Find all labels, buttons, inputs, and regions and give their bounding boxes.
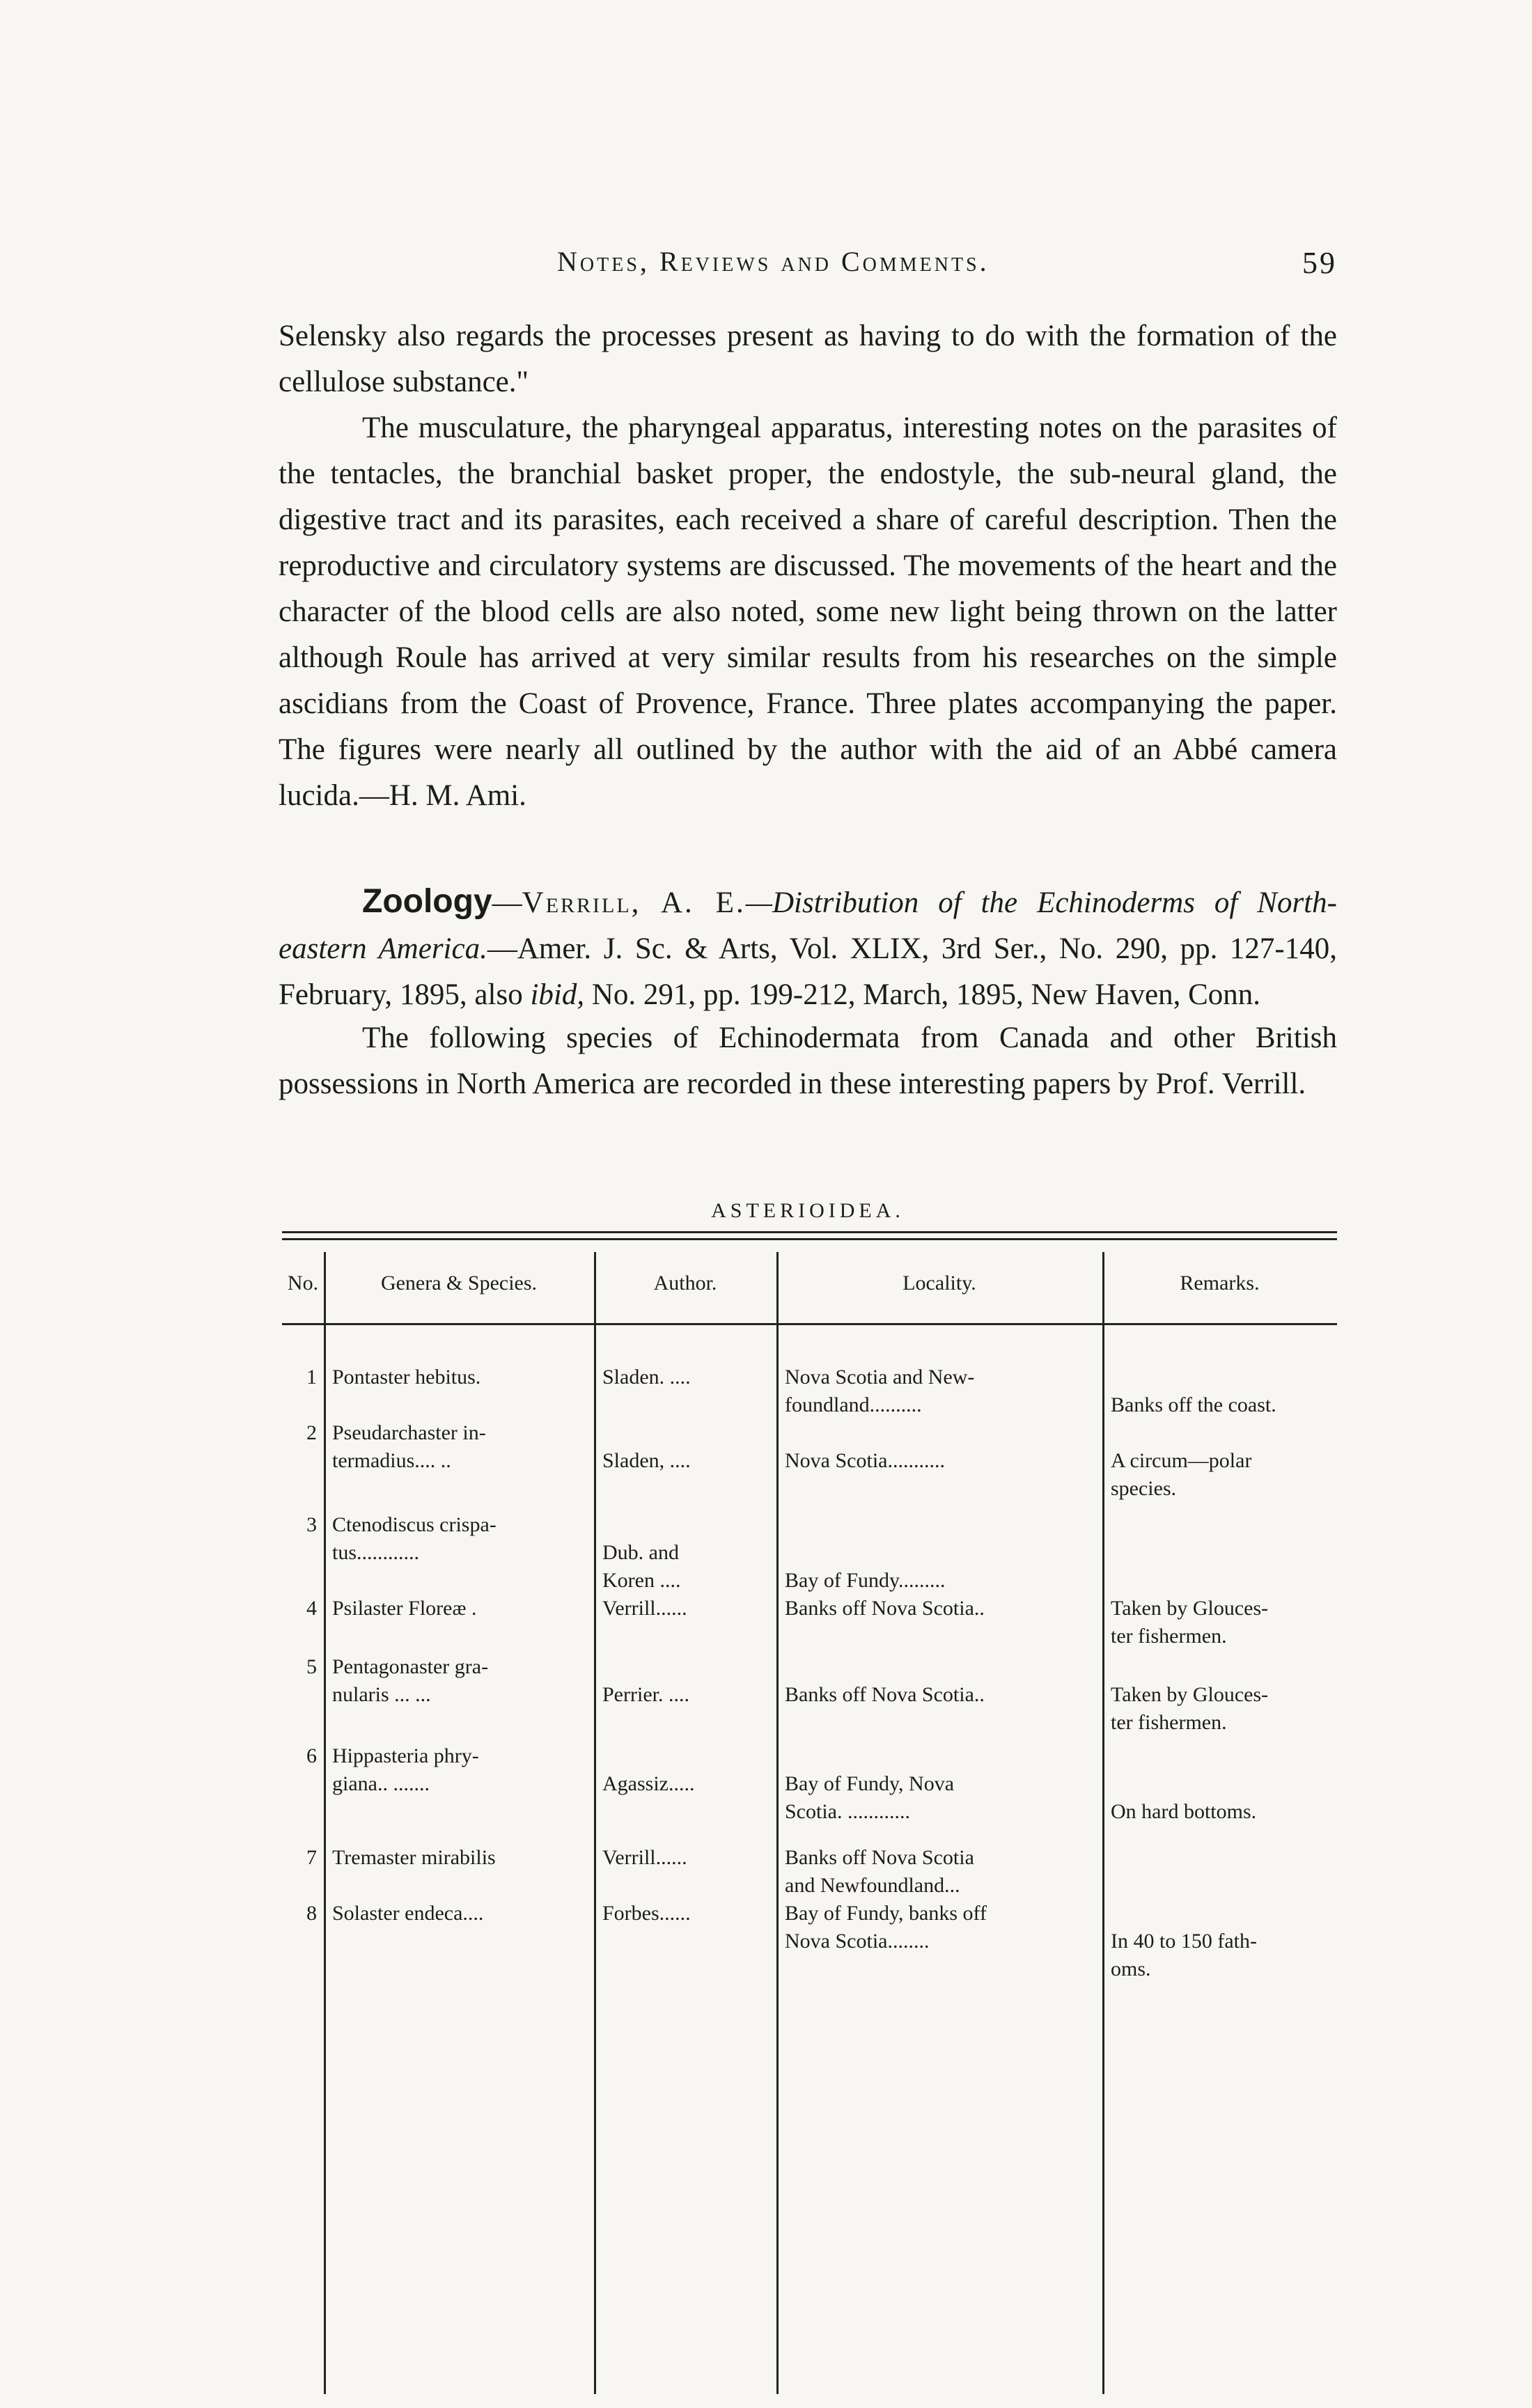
author-name: Verrill...... — [602, 1846, 687, 1869]
column-header-species: Genera & Species. — [380, 1272, 538, 1295]
citation-author: Verrill, A. E. — [522, 886, 746, 919]
locality: Nova Scotia........... — [785, 1449, 945, 1472]
author-name: Agassiz..... — [602, 1772, 695, 1795]
paragraph-2-text: The musculature, the pharyngeal apparatus, interesting notes on the parasites of the tentacles, the branchial basket proper, the endostyle, the sub-neural gland, the digestive tract and its parasites, each received a share of careful description. Then the reproductive and circulatory systems are discussed. The movements of the heart and the character of the blood cells are also noted, some new light being thrown on the latter although Roule has arrived at very similar results from his researches on the simple ascidians from the Coast of Provence, France. Three plates accompanying the paper. The figures were nearly all outlined by the author with the aid of an Abbé camera lucida.—H. M. Ami. — [279, 412, 1337, 812]
author-name: Sladen. .... — [602, 1366, 691, 1389]
locality: Banks off Nova Scotia.. — [785, 1597, 985, 1620]
species-name: Pseudarchaster in- termadius.... .. — [332, 1421, 486, 1472]
citation-text — [279, 879, 1337, 1018]
row-number: 4 — [306, 1597, 317, 1620]
remarks: Taken by Glouces- ter fishermen. — [1111, 1683, 1269, 1734]
column-divider — [324, 1252, 326, 2394]
remarks: On hard bottoms. — [1111, 1800, 1257, 1823]
row-number: 8 — [306, 1902, 317, 1925]
paragraph-1-text: Selensky also regards the processes present as having to do with the formation of the cellulose substance." — [279, 320, 1337, 398]
table-top-rule-2 — [282, 1238, 1337, 1240]
column-divider — [1102, 1252, 1104, 2394]
citation-details-2: No. 291, pp. 199-212, March, 1895, New Haven, Conn. — [591, 978, 1261, 1011]
table-header-rule — [282, 1323, 1337, 1325]
locality: Banks off Nova Scotia and Newfoundland... — [785, 1846, 974, 1897]
row-number: 2 — [306, 1421, 317, 1444]
author-name: Sladen, .... — [602, 1449, 691, 1472]
column-header-no: No. — [287, 1272, 319, 1295]
paragraph-3 — [279, 1015, 1337, 1107]
row-number: 1 — [306, 1366, 317, 1389]
remarks: Taken by Glouces- ter fishermen. — [1111, 1597, 1269, 1648]
row-number: 5 — [306, 1655, 317, 1678]
species-name: Solaster endeca.... — [332, 1902, 484, 1925]
author-name: Forbes...... — [602, 1902, 691, 1925]
species-table — [282, 1224, 1337, 2408]
column-header-remarks: Remarks. — [1180, 1272, 1260, 1295]
locality: Bay of Fundy, Nova Scotia. ............ — [785, 1772, 955, 1823]
species-name: Pentagonaster gra- nularis ... ... — [332, 1655, 489, 1706]
table-title: ASTERIOIDEA. — [711, 1199, 905, 1222]
citation-title: —Distribution of the Echinoderms of North-eastern America. — [279, 886, 1337, 965]
author-name: Dub. and Koren .... — [602, 1541, 681, 1592]
subject-heading: Zoology — [362, 883, 492, 920]
paragraph-3-text: The following species of Echinodermata from Canada and other British possessions in North America are recorded in these interesting papers by Prof. Verrill. — [279, 1022, 1337, 1100]
running-head — [279, 245, 1337, 287]
author-name: Perrier. .... — [602, 1683, 689, 1706]
author-name: Verrill...... — [602, 1597, 687, 1620]
species-name: Pontaster hebitus. — [332, 1366, 481, 1389]
species-name: Tremaster mirabilis — [332, 1846, 496, 1869]
species-name: Psilaster Floreæ . — [332, 1597, 477, 1620]
locality: Nova Scotia and New- foundland.......... — [785, 1366, 975, 1416]
paragraph-2 — [279, 405, 1337, 819]
citation-details: —Amer. J. Sc. & Arts, Vol. XLIX, 3rd Ser., No. 290, pp. 127-140, February, 1895, also — [279, 932, 1338, 1011]
remarks: A circum—polar species. — [1111, 1449, 1252, 1500]
citation-paragraph — [279, 879, 1337, 1018]
running-title: Notes, Reviews and Comments. — [557, 246, 990, 277]
paragraph-1 — [279, 313, 1337, 405]
species-name: Hippasteria phry- giana.. ....... — [332, 1744, 479, 1795]
row-number: 7 — [306, 1846, 317, 1869]
row-number: 3 — [306, 1513, 317, 1536]
column-divider — [594, 1252, 596, 2394]
remarks: Banks off the coast. — [1111, 1393, 1276, 1416]
table-top-rule-1 — [282, 1231, 1337, 1233]
locality: Banks off Nova Scotia.. — [785, 1683, 985, 1706]
locality: Bay of Fundy......... — [785, 1569, 946, 1592]
column-divider — [776, 1252, 779, 2394]
citation-dash: — — [492, 886, 522, 919]
page-number: 59 — [1302, 246, 1337, 280]
locality: Bay of Fundy, banks off Nova Scotia........ — [785, 1902, 987, 1953]
species-name: Ctenodiscus crispa- tus............ — [332, 1513, 497, 1564]
column-header-locality: Locality. — [902, 1272, 976, 1295]
citation-ibid: ibid, — [530, 978, 585, 1011]
column-header-author: Author. — [653, 1272, 717, 1295]
remarks: In 40 to 150 fath- oms. — [1111, 1930, 1257, 1980]
row-number: 6 — [306, 1744, 317, 1767]
